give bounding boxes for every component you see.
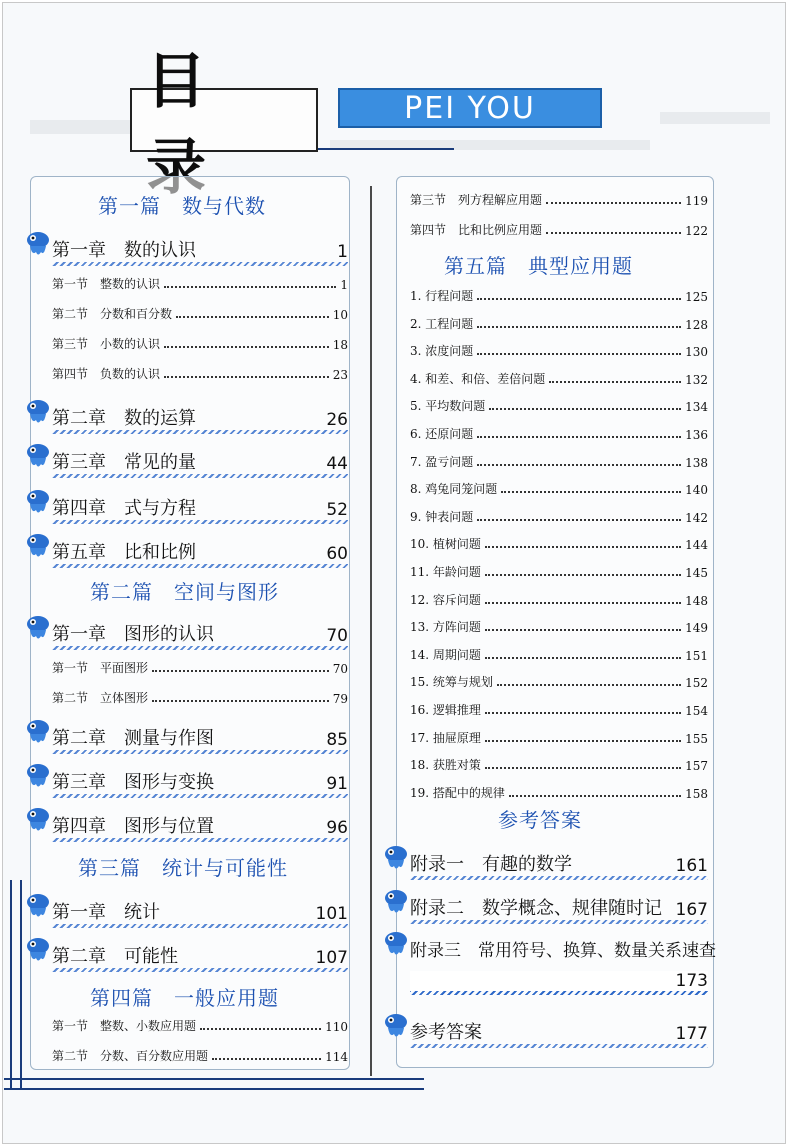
page-number: 26 bbox=[326, 410, 348, 430]
column-divider bbox=[370, 186, 372, 1076]
toc-chapter-row[interactable] bbox=[52, 940, 348, 968]
leader-dots bbox=[212, 1057, 321, 1060]
appendix-label: 附录二 数学概念、规律随时记 bbox=[410, 898, 662, 919]
page-number: 145 bbox=[685, 566, 708, 580]
leader-dots bbox=[485, 766, 681, 769]
problem-label: 16. 逻辑推理 bbox=[410, 703, 481, 717]
page-number: 149 bbox=[685, 621, 708, 636]
page-number: 161 bbox=[675, 856, 708, 876]
problem-label: 18. 获胜对策 bbox=[410, 758, 481, 773]
toc-chapter-row[interactable] bbox=[52, 766, 348, 794]
problem-label: 17. 抽屉原理 bbox=[410, 730, 481, 745]
leader-dots bbox=[485, 711, 681, 714]
page-number: 148 bbox=[685, 593, 708, 608]
leader-dots bbox=[477, 352, 681, 355]
ghost-block bbox=[30, 120, 130, 134]
section-label: 第三节 小数的认识 bbox=[52, 337, 161, 351]
toc-appendix-row[interactable] bbox=[410, 848, 708, 876]
page-number: 142 bbox=[685, 510, 708, 525]
leader-dots bbox=[497, 683, 681, 686]
bottom-rule bbox=[4, 1078, 424, 1080]
leader-dots bbox=[509, 794, 681, 797]
toc-chapter-row[interactable] bbox=[52, 618, 348, 646]
pei-you-banner: PEI YOU bbox=[338, 88, 602, 128]
toc-problem-row[interactable] bbox=[410, 670, 708, 690]
page-number: 1 bbox=[337, 242, 348, 262]
toc-problem-row[interactable] bbox=[410, 394, 708, 414]
page-number: 91 bbox=[326, 774, 348, 794]
leader-dots bbox=[485, 739, 681, 742]
leader-dots bbox=[477, 297, 681, 300]
toc-section-row[interactable] bbox=[52, 656, 348, 676]
toc-chapter-row[interactable] bbox=[52, 722, 348, 750]
page-number: 119 bbox=[685, 194, 708, 208]
page-title bbox=[130, 88, 318, 152]
toc-section-row[interactable] bbox=[52, 332, 348, 352]
problem-label: 12. 容斥问题 bbox=[410, 592, 481, 607]
page-number: 134 bbox=[685, 400, 708, 415]
problem-label: 7. 盈亏问题 bbox=[410, 454, 474, 469]
chapter-label: 第五章 比和比例 bbox=[52, 542, 196, 563]
chapter-label: 第四章 图形与位置 bbox=[52, 816, 214, 837]
chapter-label: 第三章 常见的量 bbox=[52, 452, 196, 473]
page-number: 52 bbox=[326, 500, 348, 520]
toc-problem-row[interactable] bbox=[410, 450, 708, 470]
toc-problem-row[interactable] bbox=[410, 698, 708, 718]
page-number: 96 bbox=[326, 818, 348, 838]
section-label: 第四节 比和比例应用题 bbox=[410, 223, 543, 237]
mascot-icon bbox=[24, 230, 52, 258]
toc-problem-row[interactable] bbox=[410, 505, 708, 525]
page-number: 136 bbox=[685, 428, 708, 442]
problem-label: 1. 行程问题 bbox=[410, 289, 474, 303]
page-number: 173 bbox=[410, 971, 708, 995]
problem-label: 19. 搭配中的规律 bbox=[410, 785, 505, 800]
page-number: 107 bbox=[315, 948, 348, 968]
page-number: 140 bbox=[685, 483, 708, 498]
page-number: 125 bbox=[685, 290, 708, 304]
side-rule bbox=[10, 880, 12, 1090]
toc-problem-row[interactable] bbox=[410, 532, 708, 552]
problem-label: 6. 还原问题 bbox=[410, 427, 474, 441]
page-number: 70 bbox=[326, 626, 348, 646]
part1-heading: 第一篇 数与代数 bbox=[98, 194, 266, 218]
appendix-label: 参考答案 bbox=[410, 1022, 482, 1043]
problem-label: 15. 统筹与规划 bbox=[410, 675, 493, 690]
leader-dots bbox=[485, 573, 681, 576]
problem-label: 8. 鸡兔同笼问题 bbox=[410, 482, 498, 497]
problem-label: 3. 浓度问题 bbox=[410, 344, 474, 359]
leader-dots bbox=[152, 699, 329, 702]
problem-label: 13. 方阵问题 bbox=[410, 620, 481, 635]
problem-label: 14. 周期问题 bbox=[410, 647, 481, 662]
section-label: 第四节 负数的认识 bbox=[52, 367, 161, 381]
title-rule bbox=[318, 148, 454, 150]
appendix-label: 附录三 常用符号、换算、数量关系速查 bbox=[410, 941, 716, 961]
page-number: 44 bbox=[326, 454, 348, 474]
leader-dots bbox=[176, 315, 329, 318]
toc-problem-row[interactable] bbox=[410, 643, 708, 663]
page-number: 128 bbox=[685, 317, 708, 332]
toc-chapter-row[interactable] bbox=[52, 402, 348, 430]
toc-section-row[interactable] bbox=[52, 686, 348, 706]
page-number: 70 bbox=[332, 662, 348, 676]
toc-chapter-row[interactable] bbox=[52, 234, 348, 262]
toc-chapter-row[interactable] bbox=[52, 896, 348, 924]
toc-chapter-row[interactable] bbox=[52, 446, 348, 474]
problem-label: 5. 平均数问题 bbox=[410, 399, 486, 414]
chapter-label: 第一章 图形的认识 bbox=[52, 624, 214, 645]
page-number: 23 bbox=[332, 368, 348, 382]
section-label: 第二节 分数和百分数 bbox=[52, 307, 173, 321]
page-number: 177 bbox=[675, 1024, 708, 1044]
mascot-icon bbox=[24, 892, 52, 920]
chapter-label: 第四章 式与方程 bbox=[52, 498, 196, 519]
page-number: 85 bbox=[326, 730, 348, 750]
chapter-label: 第二章 可能性 bbox=[52, 946, 178, 967]
mascot-icon bbox=[382, 930, 410, 958]
page-number: 101 bbox=[315, 904, 348, 924]
leader-dots bbox=[549, 380, 681, 383]
toc-appendix-row[interactable] bbox=[410, 936, 716, 998]
section-label: 第二节 分数、百分数应用题 bbox=[52, 1049, 209, 1063]
page-number: 1 bbox=[340, 278, 348, 292]
page-number: 155 bbox=[685, 731, 708, 746]
page-number: 60 bbox=[326, 544, 348, 564]
mascot-icon bbox=[24, 614, 52, 642]
page-number: 132 bbox=[685, 372, 708, 387]
toc-problem-row[interactable] bbox=[410, 312, 708, 332]
leader-dots bbox=[477, 463, 681, 466]
leader-dots bbox=[546, 231, 681, 234]
leader-dots bbox=[477, 518, 681, 521]
page-number: 157 bbox=[685, 759, 708, 774]
chapter-label: 第二章 数的运算 bbox=[52, 408, 196, 429]
leader-dots bbox=[485, 545, 681, 548]
mascot-icon bbox=[24, 806, 52, 834]
mascot-icon bbox=[382, 1012, 410, 1040]
problem-label: 11. 年龄问题 bbox=[410, 565, 481, 579]
page-number: 151 bbox=[685, 648, 708, 663]
toc-section-row[interactable] bbox=[410, 188, 708, 208]
leader-dots bbox=[200, 1027, 321, 1030]
toc-section-row[interactable] bbox=[52, 272, 348, 292]
mascot-icon bbox=[24, 442, 52, 470]
page-number: 154 bbox=[685, 704, 708, 718]
page-number: 114 bbox=[325, 1050, 348, 1064]
mascot-icon bbox=[382, 844, 410, 872]
chapter-label: 第二章 测量与作图 bbox=[52, 728, 214, 749]
chapter-label: 第一章 统计 bbox=[52, 902, 160, 923]
bottom-rule bbox=[4, 1088, 424, 1090]
part3-heading: 第三篇 统计与可能性 bbox=[78, 856, 288, 880]
side-rule bbox=[20, 880, 22, 1090]
leader-dots bbox=[485, 656, 681, 659]
page-number: 18 bbox=[332, 338, 348, 352]
section-label: 第一节 整数的认识 bbox=[52, 277, 161, 291]
section-label: 第一节 平面图形 bbox=[52, 661, 149, 675]
toc-section-row[interactable] bbox=[52, 1014, 348, 1034]
problem-label: 4. 和差、和倍、差倍问题 bbox=[410, 371, 546, 386]
leader-dots bbox=[485, 601, 681, 604]
toc-problem-row[interactable] bbox=[410, 367, 708, 387]
toc-problem-row[interactable] bbox=[410, 284, 708, 304]
toc-problem-row[interactable] bbox=[410, 753, 708, 773]
part4-heading: 第四篇 一般应用题 bbox=[90, 986, 279, 1010]
mascot-icon bbox=[382, 888, 410, 916]
section-label: 第二节 立体图形 bbox=[52, 691, 149, 705]
mascot-icon bbox=[24, 718, 52, 746]
chapter-label: 第一章 数的认识 bbox=[52, 240, 196, 261]
page-number: 79 bbox=[332, 692, 348, 706]
page-number: 138 bbox=[685, 455, 708, 470]
toc-problem-row[interactable] bbox=[410, 339, 708, 359]
toc-problem-row[interactable] bbox=[410, 560, 708, 580]
chapter-label: 第三章 图形与变换 bbox=[52, 772, 214, 793]
mascot-icon bbox=[24, 532, 52, 560]
part5-heading: 第五篇 典型应用题 bbox=[444, 254, 633, 278]
leader-dots bbox=[501, 490, 681, 493]
leader-dots bbox=[477, 325, 681, 328]
toc-chapter-row[interactable] bbox=[52, 810, 348, 838]
toc-chapter-row[interactable] bbox=[52, 492, 348, 520]
leader-dots bbox=[546, 201, 681, 204]
page-number: 152 bbox=[685, 676, 708, 691]
problem-label: 2. 工程问题 bbox=[410, 316, 474, 331]
toc-problem-row[interactable] bbox=[410, 726, 708, 746]
page-number: 110 bbox=[325, 1020, 348, 1034]
page-number: 10 bbox=[332, 308, 348, 322]
section-label: 第三节 列方程解应用题 bbox=[410, 193, 543, 207]
toc-appendix-row[interactable] bbox=[410, 892, 708, 920]
leader-dots bbox=[489, 407, 681, 410]
section-label: 第一节 整数、小数应用题 bbox=[52, 1019, 197, 1033]
toc-problem-row[interactable] bbox=[410, 781, 708, 801]
leader-dots bbox=[164, 345, 329, 348]
mascot-icon bbox=[24, 488, 52, 516]
appendix-label: 附录一 有趣的数学 bbox=[410, 854, 572, 875]
toc-problem-row[interactable] bbox=[410, 422, 708, 442]
leader-dots bbox=[164, 285, 336, 288]
ghost-block bbox=[660, 112, 770, 124]
toc-section-row[interactable] bbox=[52, 302, 348, 322]
toc-section-row[interactable] bbox=[410, 218, 708, 238]
toc-problem-row[interactable] bbox=[410, 588, 708, 608]
part2-heading: 第二篇 空间与图形 bbox=[90, 580, 279, 604]
page-number: 130 bbox=[685, 345, 708, 360]
toc-chapter-row[interactable] bbox=[52, 536, 348, 564]
toc-section-row[interactable] bbox=[52, 362, 348, 382]
page-number: 122 bbox=[685, 224, 708, 238]
leader-dots bbox=[152, 669, 329, 672]
mascot-icon bbox=[24, 762, 52, 790]
toc-problem-row[interactable] bbox=[410, 615, 708, 635]
problem-label: 10. 植树问题 bbox=[410, 537, 481, 552]
toc-section-row[interactable] bbox=[52, 1044, 348, 1064]
mascot-icon bbox=[24, 936, 52, 964]
page-number: 158 bbox=[685, 786, 708, 801]
problem-label: 9. 钟表问题 bbox=[410, 509, 474, 524]
leader-dots bbox=[485, 628, 681, 631]
toc-appendix-row[interactable] bbox=[410, 1016, 708, 1044]
page-number: 144 bbox=[685, 538, 708, 553]
leader-dots bbox=[164, 375, 329, 378]
toc-problem-row[interactable] bbox=[410, 477, 708, 497]
page-number: 167 bbox=[675, 900, 708, 920]
mascot-icon bbox=[24, 398, 52, 426]
answers-heading: 参考答案 bbox=[498, 808, 582, 832]
leader-dots bbox=[477, 435, 681, 438]
